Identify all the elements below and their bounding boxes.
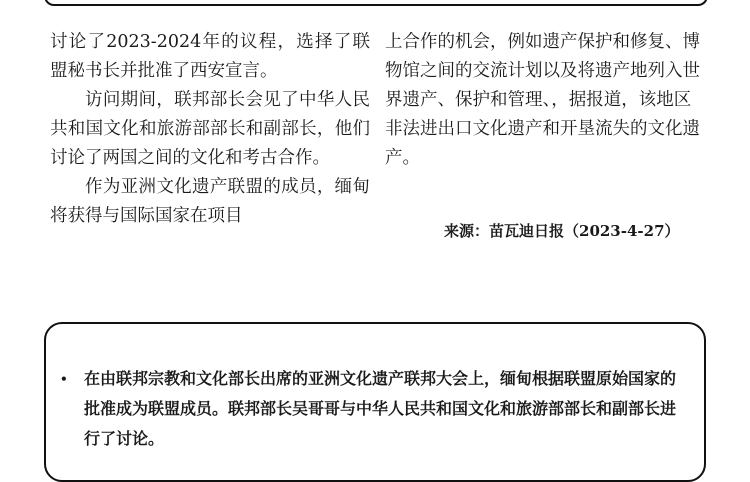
paragraph-1: 讨论了2023-2024年的议程，选择了联盟秘书长并批准了西安宣言。 [50,32,370,81]
paragraph-3: 作为亚洲文化遗产联盟的成员，缅甸将获得与国际国家在项目 [50,177,370,226]
article-right-column [385,28,703,173]
summary-bullet-text: 在由联邦宗教和文化部长出席的亚洲文化遗产联邦大会上，缅甸根据联盟原始国家的批准成为联盟成员。联邦部长吴哥哥与中华人民共和国文化和旅游部部长和副部长进行了讨论。 [84,369,677,448]
summary-bullet-item [60,364,684,454]
paragraph-continued: 上合作的机会，例如遗产保护和修复、博物馆之间的交流计划以及将遗产地列入世界遗产、保护和管理、，据报道，该地区非法进出口文化遗产和开垦流失的文化遗产。 [385,32,700,168]
article-left-column [50,28,370,231]
top-frame [44,0,708,6]
bullet-icon: • [60,372,68,386]
source-citation: 来源：苗瓦迪日报（2023-4-27） [444,222,680,240]
summary-box [44,322,706,482]
paragraph-2: 访问期间，联邦部长会见了中华人民共和国文化和旅游部部长和副部长，他们讨论了两国之间的文化和考古合作。 [50,90,370,168]
